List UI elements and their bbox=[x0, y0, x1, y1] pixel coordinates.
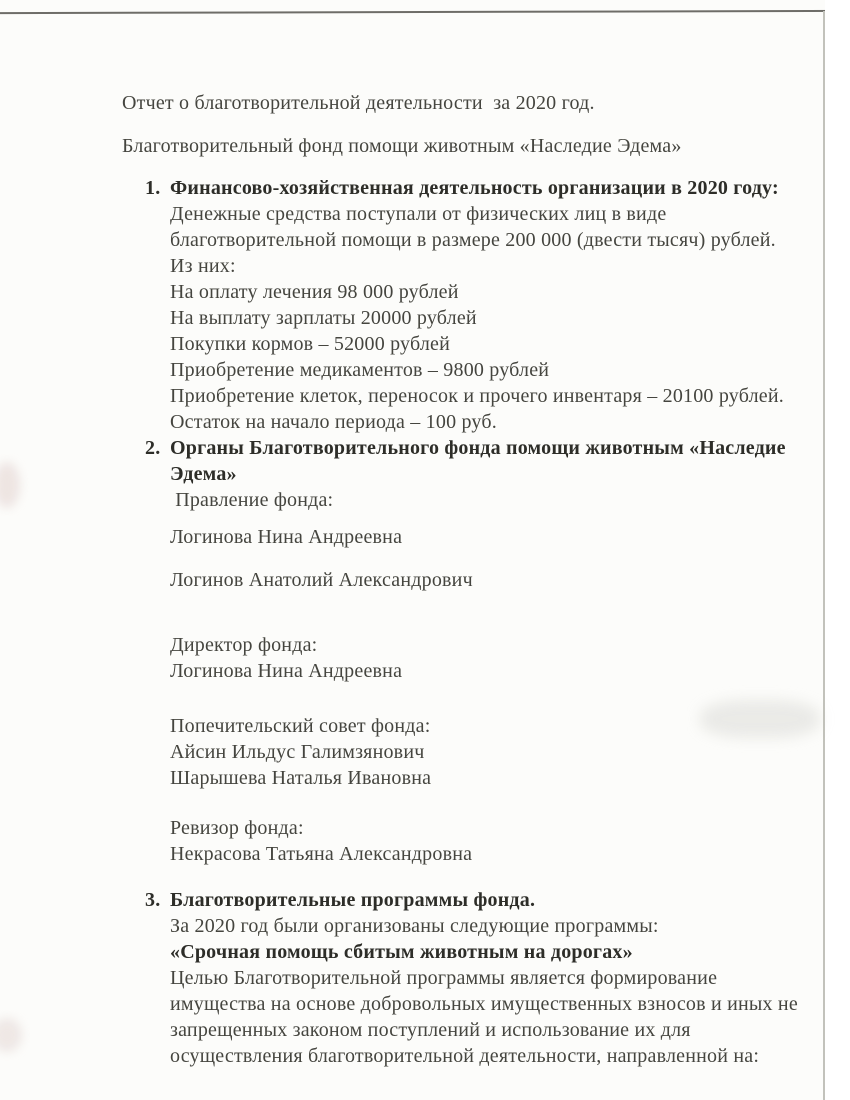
text-line: Денежные средства поступали от физических лиц в виде bbox=[170, 203, 667, 225]
text-line: имущества на основе добровольных имущественных взносов и иных не bbox=[170, 993, 798, 1015]
section-heading-line: Финансово-хозяйственная деятельность организации в 2020 году: bbox=[170, 177, 779, 199]
text-line: Логинова Нина Андреевна bbox=[170, 660, 403, 682]
text-line: Приобретение медикаментов – 9800 рублей bbox=[170, 359, 550, 381]
text-line: благотворительной помощи в размере 200 000 (двести тысяч) рублей. bbox=[170, 229, 776, 251]
text-line: Шарышева Наталья Ивановна bbox=[170, 767, 432, 789]
section-fund-bodies bbox=[0, 435, 824, 867]
text-line: Ревизор фонда: bbox=[170, 817, 304, 839]
section-heading-line: Органы Благотворительного фонда помощи животным «Наследие bbox=[170, 437, 786, 459]
section-heading-line: Благотворительные программы фонда. bbox=[170, 889, 536, 911]
section-number: 2. bbox=[145, 437, 161, 459]
section-number: 1. bbox=[145, 177, 161, 199]
text-line: осуществления благотворительной деятельности, направленной на: bbox=[170, 1045, 760, 1067]
text-line: Целью Благотворительной программы является формирование bbox=[170, 967, 718, 989]
text-line: Приобретение клеток, переносок и прочего инвентаря – 20100 рублей. bbox=[170, 385, 784, 407]
text-line: Директор фонда: bbox=[170, 634, 318, 656]
text-line: Попечительский совет фонда: bbox=[170, 715, 431, 737]
text-line: Некрасова Татьяна Александровна bbox=[170, 843, 473, 865]
text-line: запрещенных законом поступлений и использование их для bbox=[170, 1019, 691, 1041]
scan-background-right bbox=[825, 0, 850, 1100]
text-line: Остаток на начало периода – 100 руб. bbox=[170, 411, 497, 433]
section-financial-activity bbox=[0, 175, 824, 435]
text-line: Покупки кормов – 52000 рублей bbox=[170, 333, 451, 355]
text-line: Айсин Ильдус Галимзянович bbox=[170, 741, 425, 763]
report-title: Отчет о благотворительной деятельности за 2020 год. bbox=[122, 92, 595, 114]
program-name-line: «Срочная помощь сбитым животным на дорогах» bbox=[170, 941, 633, 963]
text-line: За 2020 год были организованы следующие программы: bbox=[170, 915, 659, 937]
text-line: На оплату лечения 98 000 рублей bbox=[170, 281, 459, 303]
section-heading-line: Эдема» bbox=[170, 463, 237, 485]
text-line: Правление фонда: bbox=[170, 489, 334, 511]
organization-name: Благотворительный фонд помощи животным «Наследие Эдема» bbox=[122, 135, 682, 157]
section-charity-programs bbox=[0, 887, 824, 1069]
text-line: Из них: bbox=[170, 255, 236, 277]
text-line: На выплату зарплаты 20000 рублей bbox=[170, 307, 477, 329]
section-number: 3. bbox=[145, 889, 161, 911]
text-line: Логинов Анатолий Александрович bbox=[170, 569, 473, 591]
text-line: Логинова Нина Андреевна bbox=[170, 526, 403, 548]
